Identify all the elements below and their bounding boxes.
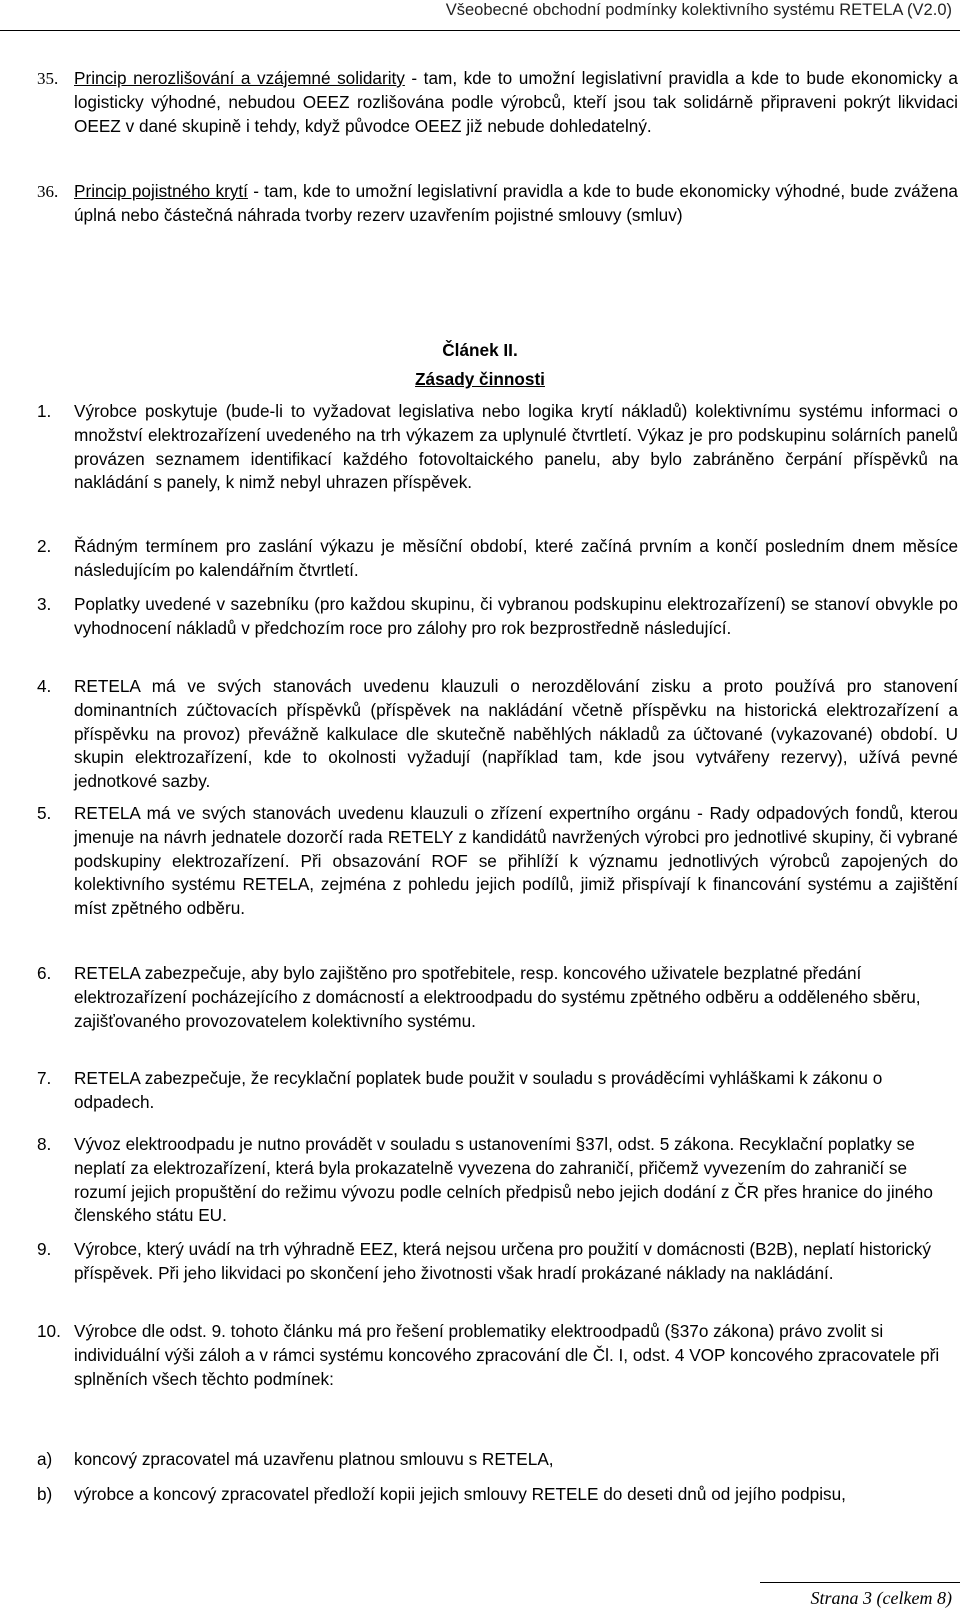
principle-35-text: - tam, kde to umožní legislativní pravidla a kde to bude ekonomicky a logisticky výhodné, nebudou OEEZ rozlišována podle výrobců, kteří jsou tak solidárně připraveni pokrýt likvidaci OEEZ v dané skupině i tehdy, když původce OEEZ již nebude dohledatelný. [74,68,958,136]
clause-7-number: 7. [37,1068,52,1088]
header-title: Všeobecné obchodní podmínky kolektivního systému RETELA (V2.0) [445,1,952,19]
subclause-b-label: b) [37,1484,53,1504]
clause-9-text: Výrobce, který uvádí na trh výhradně EEZ, která nejsou určena pro použití v domácnosti (B2B), neplatí historický příspěvek. Při jeho likvidaci po skončení jeho životnosti však hradí prokázané náklady na nakládání. [74,1239,931,1283]
principle-36-text: - tam, kde to umožní legislativní pravidla a kde to bude ekonomicky výhodné, bude zvážena úplná nebo částečná náhrada tvorby rezerv uzavřením pojistné smlouvy (smluv) [74,181,958,225]
clause-6-text: RETELA zabezpečuje, aby bylo zajištěno pro spotřebitele, resp. koncového uživatele bezplatné předání elektrozařízení pocházejícího z domácností a elektroodpadu do systému zpětného odběru a odděleného sběru, zajišťovaného provozovatelem kolektivního systému. [74,963,921,1031]
footer-divider [760,1582,960,1583]
subclause-a [37,1448,958,1472]
subclause-a-text: koncový zpracovatel má uzavřenu platnou smlouvu s RETELA, [74,1449,554,1469]
clause-5 [37,802,958,921]
clause-7-text: RETELA zabezpečuje, že recyklační poplatek bude použit v souladu s prováděcími vyhláškami k zákonu o odpadech. [74,1068,883,1112]
clause-7 [37,1067,958,1115]
principle-36-number: 36. [37,182,59,201]
article-title: Článek II. [442,340,518,360]
clause-8-number: 8. [37,1134,52,1154]
subclause-b [37,1483,958,1507]
clause-10-number: 10. [37,1321,61,1341]
article-subtitle: Zásady činnosti [415,369,545,389]
clause-1-number: 1. [37,401,52,421]
principle-35-title: Princip nerozlišování a vzájemné solidarity [74,68,405,88]
principle-35-number: 35. [37,69,59,88]
clause-4 [37,675,958,794]
clause-8 [37,1133,958,1228]
principle-35 [37,67,958,138]
clause-8-text: Vývoz elektroodpadu je nutno provádět v souladu s ustanoveními §37l, odst. 5 zákona. Recyklační poplatky se neplatí za elektrozařízení, která byla prokazatelně vyvezena do zahraničí, přičemž vyvezením do zahraničí se rozumí jejich propuštění do režimu vývozu podle celních předpisů nebo jejich dodání z ČR přes hranice do jiného členského státu EU. [74,1134,933,1226]
page-header [0,0,960,31]
principle-36-title: Princip pojistného krytí [74,181,248,201]
clause-5-text: RETELA má ve svých stanovách uvedenu klauzuli o zřízení expertního orgánu - Rady odpadových fondů, kterou jmenuje na návrh jednatele dozorčí rada RETELY z kandidátů navržených výrobci pro jednotlivé skupiny, či vybrané podskupiny elektrozařízení. Při obsazování ROF se přihlíží k významu jednotlivých výrobců zapojených do kolektivního systému RETELA, zejména z pohledu jejich podílů, jimiž přispívají k financování systému a zajištění míst zpětného odběru. [74,803,958,919]
clause-3-number: 3. [37,594,52,614]
clause-2-text: Řádným termínem pro zaslání výkazu je měsíční období, které začíná prvním a končí posledním dnem měsíce následujícím po kalendářním čtvrtletí. [74,536,958,580]
page-number: Strana 3 (celkem 8) [810,1588,952,1608]
clause-1-text: Výrobce poskytuje (bude-li to vyžadovat legislativa nebo logika krytí nákladů) kolektivnímu systému informaci o množství elektrozařízení uvedeného na trh výkazem za uplynulé čtvrtletí. Výkaz je pro podskupinu solárních panelů provázen seznamem identifikací každého fotovoltaického panelu, aby bylo zabráněno čerpání příspěvků na nakládání s panely, k nimž nebyl uhrazen příspěvek. [74,401,958,493]
clause-2-number: 2. [37,536,52,556]
clause-10-text: Výrobce dle odst. 9. tohoto článku má pro řešení problematiky elektroodpadů (§37o zákona) právo zvolit si individuální výši záloh a v rámci systému koncového zpracování dle Čl. I, odst. 4 VOP koncového zpracovatele při splněních všech těchto podmínek: [74,1321,940,1389]
clause-6 [37,962,958,1033]
principle-36 [37,180,958,228]
subclause-b-text: výrobce a koncový zpracovatel předloží kopii jejich smlouvy RETELE do deseti dnů od jejího podpisu, [74,1484,846,1504]
clause-9 [37,1238,958,1286]
clause-4-text: RETELA má ve svých stanovách uvedenu klauzuli o nerozdělování zisku a proto používá pro stanovení dominantních zúčtovacích příspěvků (příspěvek na nakládání včetně příspěvku na historická elektrozařízení a příspěvku na provoz) převážně kalkulace dle skutečně naběhlých nákladů za účtované (vykazované) období. U skupin elektrozařízení, kde to okolnosti vyžadují (například tam, kde jsou vytvářeny rezervy), užívá pevné jednotkové sazby. [74,676,958,792]
clause-2 [37,535,958,583]
clause-6-number: 6. [37,963,52,983]
subclause-a-label: a) [37,1449,53,1469]
clause-5-number: 5. [37,803,52,823]
clause-10 [37,1320,958,1391]
clause-3-text: Poplatky uvedené v sazebníku (pro každou skupinu, či vybranou podskupinu elektrozařízení) se stanoví obvykle po vyhodnocení nákladů v předchozím roce pro zálohy pro rok bezprostředně následující. [74,594,958,638]
clause-9-number: 9. [37,1239,52,1259]
clause-3 [37,593,958,641]
clause-1 [37,400,958,495]
clause-4-number: 4. [37,676,52,696]
